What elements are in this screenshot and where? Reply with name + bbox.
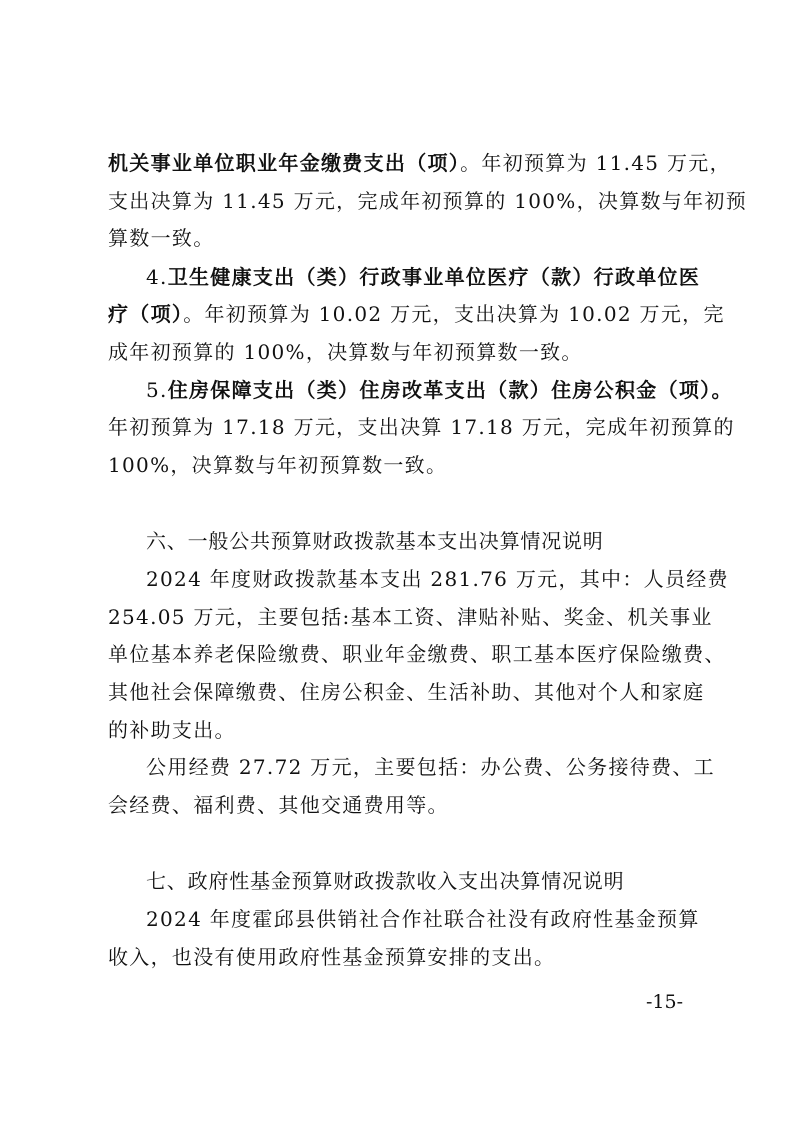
section6-para1-line5: 的补助支出。 [108, 718, 236, 742]
p1-bold-title: 机关事业单位职业年金缴费支出（项） [108, 151, 461, 175]
section6-para1-line1: 2024 年度财政拨款基本支出 281.76 万元，其中：人员经费 [146, 567, 729, 591]
section7-para1-line1: 2024 年度霍邱县供销社合作社联合社没有政府性基金预算 [146, 907, 700, 931]
p5-line1 [146, 375, 733, 405]
section6-heading: 六、一般公共预算财政拨款基本支出决算情况说明 [146, 529, 604, 553]
p1-line3: 算数一致。 [108, 226, 215, 250]
p5-line3: 100%，决算数与年初预算数一致。 [108, 453, 448, 477]
p1-line1 [108, 148, 731, 178]
p4-prefix: 4. [146, 265, 168, 289]
section6-para1-line3: 单位基本养老保险缴费、职业年金缴费、职工基本医疗保险缴费、 [108, 642, 726, 666]
p4-bold-title-1: 卫生健康支出（类）行政事业单位医疗（款）行政单位医 [167, 265, 701, 289]
p5-bold-title: 住房保障支出（类）住房改革支出（款）住房公积金（项） [167, 378, 712, 402]
p5-prefix: 5. [146, 378, 168, 402]
p4-text: 。年初预算为 10.02 万元，支出决算为 10.02 万元，完 [183, 302, 725, 326]
section6-para2-line2: 会经费、福利费、其他交通费用等。 [108, 793, 449, 817]
p4-line1 [146, 262, 708, 292]
p4-bold-title-2: 疗（项） [108, 302, 184, 326]
section7-para1-line2: 收入，也没有使用政府性基金预算安排的支出。 [108, 945, 556, 969]
p5-line2: 年初预算为 17.18 万元，支出决算 17.18 万元，完成年初预算的 [108, 415, 735, 439]
p1-line2: 支出决算为 11.45 万元，完成年初预算的 100%，决算数与年初预 [108, 189, 748, 213]
p4-line2 [108, 299, 725, 329]
section6-para1-line2: 254.05 万元，主要包括:基本工资、津贴补贴、奖金、机关事业 [108, 605, 713, 629]
p5-bold-punct: 。 [711, 378, 733, 402]
section6-para2-line1: 公用经费 27.72 万元，主要包括：办公费、公务接待费、工 [146, 755, 715, 779]
section7-heading: 七、政府性基金预算财政拨款收入支出决算情况说明 [146, 869, 625, 893]
p4-line3: 成年初预算的 100%，决算数与年初预算数一致。 [108, 340, 583, 364]
section6-para1-line4: 其他社会保障缴费、住房公积金、生活补助、其他对个人和家庭 [108, 680, 705, 704]
page-number: -15- [646, 991, 684, 1013]
p1-text: 。年初预算为 11.45 万元， [460, 151, 731, 175]
